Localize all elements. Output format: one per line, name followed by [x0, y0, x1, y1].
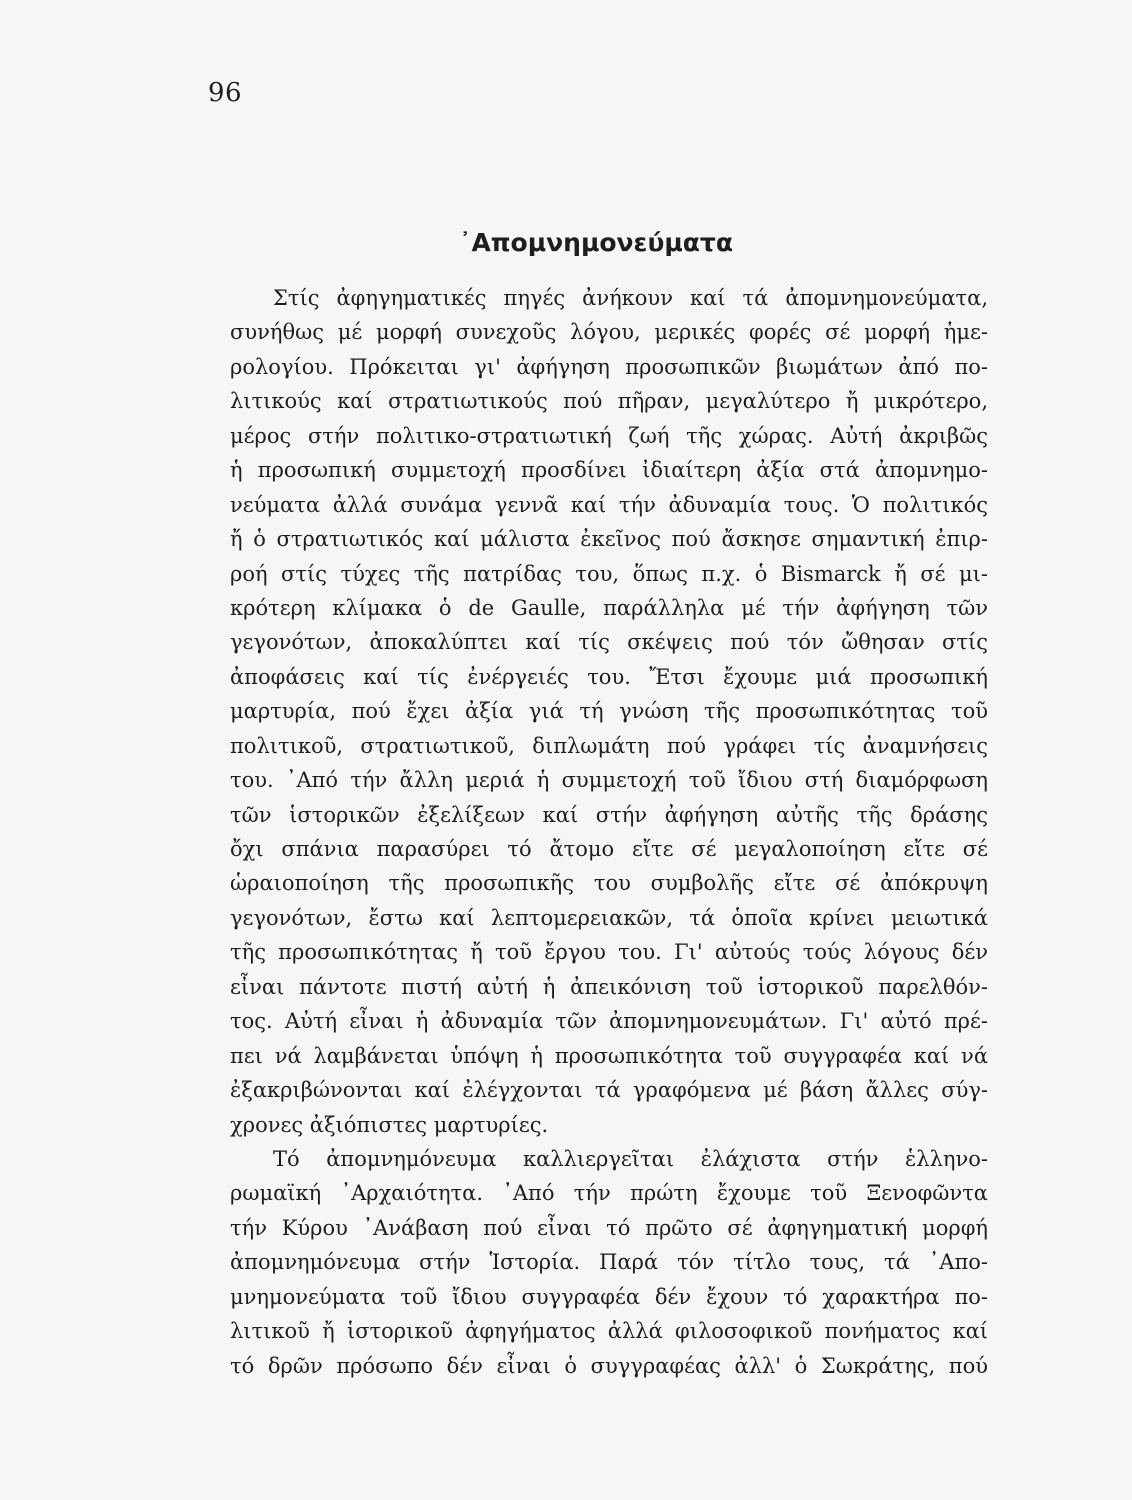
- body-text: [230, 281, 988, 1383]
- text-line: ἀπομνημόνευμα στήν Ἱστορία. Παρά τόν τίτλο τους, τά ᾿Απο-: [230, 1250, 988, 1275]
- text-line: μέρος στήν πολιτικο-στρατιωτική ζωή τῆς χώρας. Αὐτή ἀκριβῶς: [230, 423, 988, 448]
- text-line: λιτικούς καί στρατιωτικούς πού πῆραν, μεγαλύτερο ἤ μικρότερο,: [230, 389, 988, 414]
- text-line: ὄχι σπάνια παρασύρει τό ἄτομο εἴτε σέ μεγαλοποίηση εἴτε σέ: [230, 837, 988, 861]
- text-line: ἤ ὁ στρατιωτικός καί μάλιστα ἐκεῖνος πού ἄσκησε σημαντική ἐπιρ-: [230, 527, 988, 552]
- text-line: πει νά λαμβάνεται ὑπόψη ἡ προσωπικότητα τοῦ συγγραφέα καί νά: [230, 1043, 988, 1068]
- paragraph-1: [230, 281, 988, 1142]
- text-line: Στίς ἀφηγηματικές πηγές ἀνήκουν καί τά ἀπομνημονεύματα,: [273, 286, 988, 310]
- text-line: τό δρῶν πρόσωπο δέν εἶναι ὁ συγγραφέας ἀλλ' ὁ Σωκράτης, πού: [230, 1353, 988, 1378]
- text-line: γεγονότων, ἀποκαλύπτει καί τίς σκέψεις πού τόν ὤθησαν στίς: [230, 630, 988, 655]
- text-line: τος. Αὐτή εἶναι ἡ ἀδυναμία τῶν ἀπομνημονευμάτων. Γι' αὐτό πρέ-: [230, 1009, 988, 1034]
- text-line: ροή στίς τύχες τῆς πατρίδας του, ὅπως π.χ. ὁ Bismarck ἤ σέ μι-: [230, 561, 988, 586]
- text-line: εἶναι πάντοτε πιστή αὐτή ἡ ἀπεικόνιση τοῦ ἱστορικοῦ παρελθόν-: [230, 974, 988, 999]
- text-line: Τό ἀπομνημόνευμα καλλιεργεῖται ἐλάχιστα στήν ἑλληνο-: [273, 1146, 988, 1171]
- text-line: ρολογίου. Πρόκειται γι' ἀφήγηση προσωπικῶν βιωμάτων ἀπό πο-: [230, 354, 988, 379]
- text-line: κρότερη κλίμακα ὁ de Gaulle, παράλληλα μέ τήν ἀφήγηση τῶν: [230, 595, 988, 620]
- paragraph-2: [230, 1142, 988, 1383]
- text-line: ἀποφάσεις καί τίς ἐνέργειές του. Ἔτσι ἔχουμε μιά προσωπική: [230, 664, 988, 689]
- page-number: 96: [208, 78, 243, 108]
- text-line: λιτικοῦ ἤ ἱστορικοῦ ἀφηγήματος ἀλλά φιλοσοφικοῦ πονήματος καί: [230, 1319, 988, 1344]
- text-line: ἐξακριβώνονται καί ἐλέγχονται τά γραφόμενα μέ βάση ἄλλες σύγ-: [230, 1078, 988, 1103]
- text-line: τήν Κύρου ᾿Ανάβαση πού εἶναι τό πρῶτο σέ ἀφηγηματική μορφή: [230, 1215, 988, 1240]
- text-line: ὡραιοποίηση τῆς προσωπικῆς του συμβολῆς εἴτε σέ ἀπόκρυψη: [230, 871, 988, 896]
- text-line: νεύματα ἀλλά συνάμα γεννᾶ καί τήν ἀδυναμία τους. Ὁ πολιτικός: [230, 492, 988, 517]
- text-line: ρωμαϊκή ᾿Αρχαιότητα. ᾿Από τήν πρώτη ἔχουμε τοῦ Ξενοφῶντα: [230, 1181, 988, 1206]
- text-line: συνήθως μέ μορφή συνεχοῦς λόγου, μερικές φορές σέ μορφή ἡμε-: [230, 320, 988, 345]
- text-line: χρονες ἀξιόπιστες μαρτυρίες.: [230, 1112, 549, 1137]
- text-line: ἡ προσωπική συμμετοχή προσδίνει ἰδιαίτερη ἀξία στά ἀπομνημο-: [230, 458, 988, 483]
- text-line: μνημονεύματα τοῦ ἴδιου συγγραφέα δέν ἔχουν τό χαρακτήρα πο-: [230, 1284, 988, 1309]
- text-line: τῶν ἱστορικῶν ἐξελίξεων καί στήν ἀφήγηση αὐτῆς τῆς δράσης: [230, 802, 988, 827]
- text-line: πολιτικοῦ, στρατιωτικοῦ, διπλωμάτη πού γράφει τίς ἀναμνήσεις: [230, 733, 988, 758]
- text-line: τῆς προσωπικότητας ἤ τοῦ ἔργου του. Γι' αὐτούς τούς λόγους δέν: [230, 940, 988, 965]
- text-line: του. ᾿Από τήν ἄλλη μεριά ἡ συμμετοχή τοῦ ἴδιου στή διαμόρφωση: [230, 768, 988, 793]
- text-line: γεγονότων, ἔστω καί λεπτομερειακῶν, τά ὁποῖα κρίνει μειωτικά: [230, 905, 988, 930]
- text-line: μαρτυρία, πού ἔχει ἀξία γιά τή γνώση τῆς προσωπικότητας τοῦ: [230, 699, 988, 724]
- section-heading: ᾿Απομνημονεύματα: [458, 228, 734, 257]
